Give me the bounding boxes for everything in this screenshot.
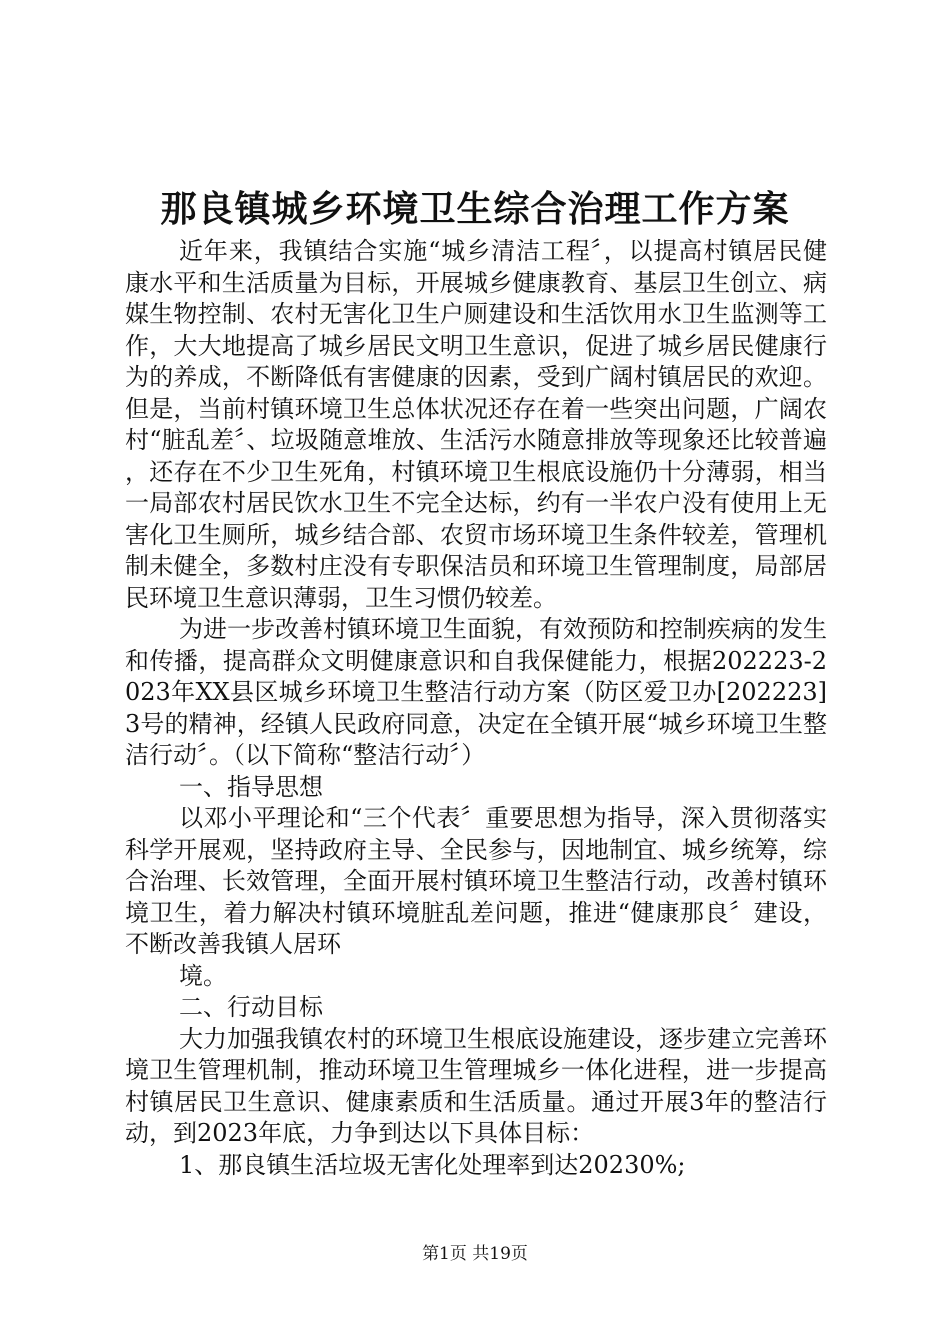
document-body xyxy=(125,236,827,1181)
paragraph-action-goals: 大力加强我镇农村的环境卫生根底设施建设，逐步建立完善环境卫生管理机制，推动环境卫生管理城乡一体化进程，进一步提高村镇居民卫生意识、健康素质和生活质量。通过开展3年的整洁行动，到2023年底，力争到达以下具体目标： xyxy=(125,1024,827,1147)
section-heading-action-goals: 二、行动目标 xyxy=(179,993,323,1021)
paragraph-background: 近年来，我镇结合实施“城乡清洁工程〞，以提高村镇居民健康水平和生活质量为目标，开展城乡健康教育、基层卫生创立、病媒生物控制、农村无害化卫生户厕建设和生活饮用水卫生监测等工作，大大地提高了城乡居民文明卫生意识，促进了城乡居民健康行为的养成，不断降低有害健康的因素，受到广阔村镇居民的欢迎。但是，当前村镇环境卫生总体状况还存在着一些突出问题，广阔农村“脏乱差〞、垃圾随意堆放、生活污水随意排放等现象还比较普遍，还存在不少卫生死角，村镇环境卫生根底设施仍十分薄弱，相当一局部农村居民饮水卫生不完全达标，约有一半农户没有使用上无害化卫生厕所，城乡结合部、农贸市场环境卫生条件较差，管理机制未健全，多数村庄没有专职保洁员和环境卫生管理制度，局部居民环境卫生意识薄弱，卫生习惯仍较差。 xyxy=(125,237,827,612)
paragraph-purpose: 为进一步改善村镇环境卫生面貌，有效预防和控制疾病的发生和传播，提高群众文明健康意识和自我保健能力，根据202223-2023年XX县区城乡环境卫生整洁行动方案（防区爱卫办[202223]3号的精神，经镇人民政府同意，决定在全镇开展“城乡环境卫生整洁行动〞。（以下简称“整洁行动〞） xyxy=(125,615,827,769)
document-title: 那良镇城乡环境卫生综合治理工作方案 xyxy=(160,188,790,230)
section-heading-guiding-thought: 一、指导思想 xyxy=(179,772,323,801)
list-item-goal-1: 1、那良镇生活垃圾无害化处理率到达20230%; xyxy=(179,1150,686,1179)
page-number-footer: 第1页 共19页 xyxy=(422,1244,528,1264)
paragraph-continuation: 境。 xyxy=(179,961,227,990)
paragraph-guiding-thought: 以邓小平理论和“三个代表〞重要思想为指导，深入贯彻落实科学开展观，坚持政府主导、全民参与，因地制宜、城乡统筹，综合治理、长效管理，全面开展村镇环境卫生整洁行动，改善村镇环境卫生，着力解决村镇环境脏乱差问题，推进“健康那良〞建设，不断改善我镇人居环 xyxy=(125,804,827,958)
